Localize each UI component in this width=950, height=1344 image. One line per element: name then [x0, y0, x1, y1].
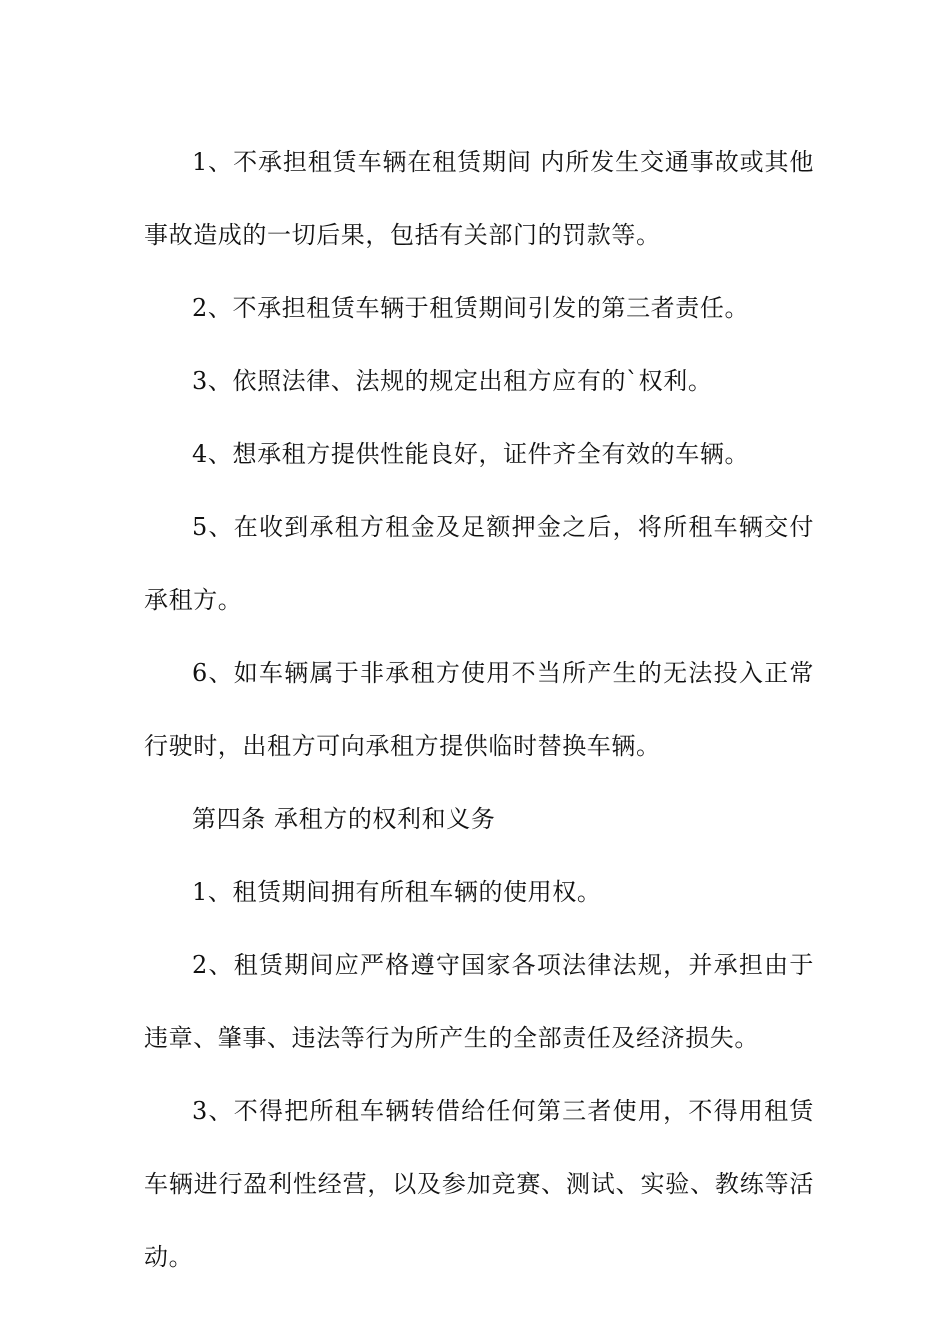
document-body — [144, 126, 814, 1294]
paragraph-lessee-duty-3: 3、不得把所租车辆转借给任何第三者使用，不得用租赁车辆进行盈利性经营，以及参加竞赛、测试、实验、教练等活动。 — [144, 1097, 814, 1271]
section-heading-article-4: 第四条 承租方的权利和义务 — [192, 805, 496, 833]
paragraph-lessor-duty-1: 1、不承担租赁车辆在租赁期间 内所发生交通事故或其他事故造成的一切后果，包括有关部门的罚款等。 — [144, 148, 814, 249]
paragraph-lessor-duty-4: 4、想承租方提供性能良好，证件齐全有效的车辆。 — [192, 440, 750, 468]
paragraph-lessor-duty-2: 2、不承担租赁车辆于租赁期间引发的第三者责任。 — [192, 294, 750, 322]
paragraph-lessee-duty-1: 1、租赁期间拥有所租车辆的使用权。 — [192, 878, 602, 906]
paragraph-lessor-duty-5: 5、在收到承租方租金及足额押金之后，将所租车辆交付承租方。 — [144, 513, 814, 614]
paragraph-lessee-duty-2: 2、租赁期间应严格遵守国家各项法律法规，并承担由于违章、肇事、违法等行为所产生的全部责任及经济损失。 — [144, 951, 814, 1052]
paragraph-lessor-duty-6: 6、如车辆属于非承租方使用不当所产生的无法投入正常行驶时，出租方可向承租方提供临时替换车辆。 — [144, 659, 814, 760]
paragraph-lessor-duty-3: 3、依照法律、法规的规定出租方应有的`权利。 — [192, 367, 713, 395]
